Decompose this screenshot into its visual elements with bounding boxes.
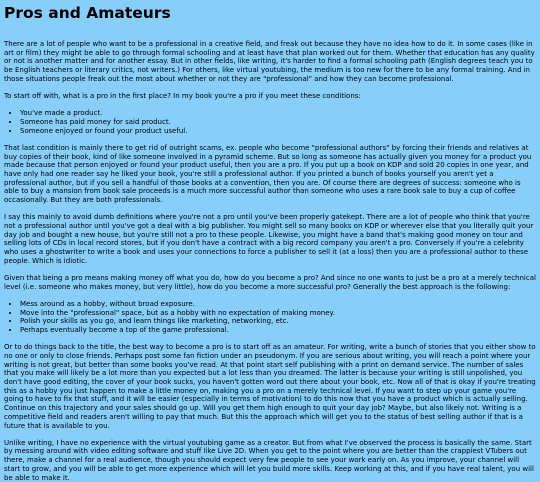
list-item: • Mess around as a hobby, without broad exposure. (20, 300, 536, 309)
paragraph-definition: To start off with, what is a pro in the first place? In my book you're a pro if you meet these conditions: (4, 92, 361, 101)
list-item: • Someone has paid money for said product. (20, 118, 536, 127)
conditions-list (4, 109, 536, 135)
paragraph-scams: That last condition is mainly there to get rid of outright scams, ex. people who become "professional authors" by forcing their friends and relatives at buy copies of their book, kind of like someone involved in a pyramid scheme. But so long as someone has actually given you money for a product you made because that person enjoyed or found your product useful, then you are a pro. If you put up a book on KDP and sold 20 copies in one year, and have only had one reader say he liked your book, you're still a professional author. If you printed a bunch of books yourself you aren't yet a professional author, but if you sell a handful of those books at a convention, then you are. Of course there are degrees of success: someone who is able to buy a mansion from book sale proceeds is a much more successful author than someone who uses a rare book sale to buy a cup of coffee occasionally. But they are both professionals. (4, 143, 532, 205)
paragraph-approach: Given that being a pro means making money off what you do, how do you become a pro? And since no one wants to just be a pro at a merely technical level (i.e. someone who makes money, but very little), how do you become a more successful pro? Generally the best approach is the following: (4, 273, 536, 291)
list-item: • You've made a product. (20, 109, 536, 118)
steps-list (4, 300, 536, 335)
paragraph-gatekeeping: I say this mainly to avoid dumb definitions where you're not a pro until you've been properly gatekept. There are a lot of people who think that you're not a professional author until you've got a deal with a big publisher. You might sell so many books on KDP or wherever else that you literally quit your day job and bought a new house, but you're still not a pro to these people. Likewise, you might have a band that's making good money on tour and selling lots of CDs in local record stores, but if you don't have a contract with a big record company you aren't a pro. Conversely if you're a celebrity who uses a ghostwriter to write a book and uses your connections to force a publisher to sell it (at a loss) then you are a professional author to these people. Which is idiotic. (4, 213, 534, 265)
list-item: • Move into the "professional" space, but as a hobby with no expectation of making money. (20, 309, 536, 318)
paragraph-vtubing: Unlike writing, I have no experience with the virtual youtubing game as a creator. But from what I've observed the process is basically the same. Start by messing around with video editing software and stuff like Live 2D. When you get to the point where you are better than the crappiest VTubers out there, make a channel for a real audience, though you should expect very few people to see your work early on. As you improve, your channel will start to grow, and you will be able to get more experience which will let you build more skills. Keep working at this, and if you have real talent, you will be able to make it. (4, 438, 534, 482)
list-item: • Perhaps eventually become a top of the game professional. (20, 326, 536, 335)
page-title: Pros and Amateurs (4, 4, 171, 22)
paragraph-amateur: Or to do things back to the title, the best way to become a pro is to start off as an amateur. For writing, write a bunch of stories that you either show to no one or only to close friends. Perhaps post some fan fiction under an pseudonym. If you are serious about writing, you will reach a point where your writing is not great, but better than some books you've read. At that point start self publishing with a print on demand service. The number of sales that you make will likely be a lot more than you expected but a lot less than you dreamed. The latter is because your writing is still unpolished, you don't have good editing, the cover of your book sucks, you haven't gotten word out there about your book, etc. Now all of that is okay if you're treating this as a hobby you just happen to make a little money on, making you a pro on a merely technical level. If you want to step up your game you're going to have to fix that stuff, and it will be easier (especially in terms of motivation) to do this now that you have a product which is actually selling. Continue on this trajectory and your sales should go up. Will you get them high enough to quit your day job? Maybe, but also likely not. Writing is a competitive field and readers aren't willing to pay that much. But this the approach which will get you to the status of best selling author if that is a future that is available to you. (4, 343, 536, 430)
list-item: • Someone enjoyed or found your product useful. (20, 127, 536, 136)
paragraph-intro: There are a lot of people who want to be a professional in a creative field, and freak out because they have no idea how to do it. In some cases (like in art or film) they might be able to go through formal schooling and at least have that plan worked out for them. Whether that education has any quality or not is another matter and for another essay. But in other fields, like writing, it's harder to find a formal schooling path (English degrees teach you to be English teachers or literary critics, not writers.) For others, like virtual youtubing, the medium is too new for there to be any formal training. And in those situations people freak out the most about whether or not they are "professional" and how they can become professional. (4, 40, 535, 83)
list-item: • Polish your skills as you go, and learn things like marketing, networking, etc. (20, 317, 536, 326)
